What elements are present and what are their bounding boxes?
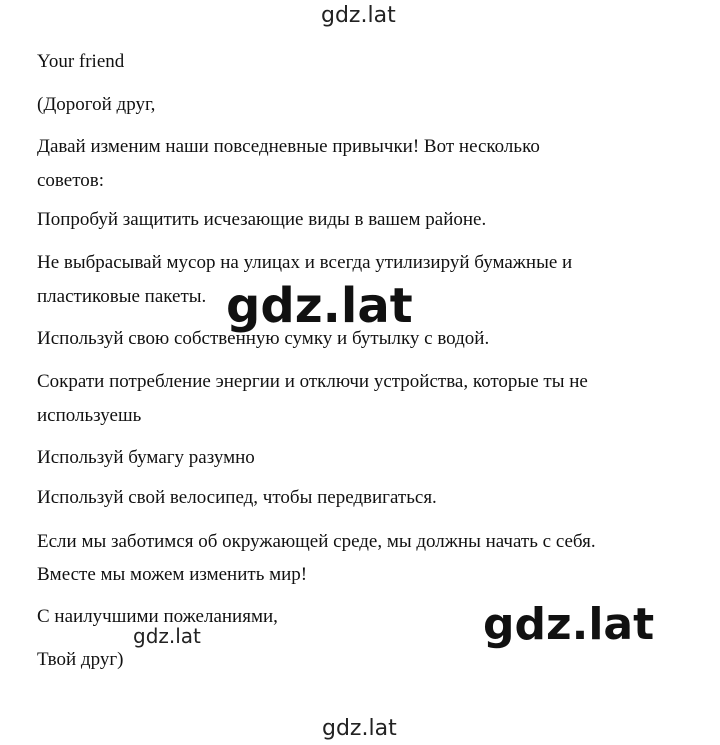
letter-line-4: Попробуй защитить исчезающие виды в вашем районе. (37, 209, 487, 230)
letter-line-1: (Дорогой друг, (37, 94, 156, 115)
watermark-right: gdz.lat (483, 599, 655, 650)
letter-line-15: Твой друг) (37, 649, 124, 670)
letter-line-10: Используй бумагу разумно (37, 447, 255, 468)
letter-line-3: советов: (37, 170, 105, 191)
letter-line-13: Вместе мы можем изменить мир! (37, 564, 308, 585)
letter-line-12: Если мы заботимся об окружающей среде, мы должны начать с себя. (37, 531, 596, 552)
letter-line-11: Используй свой велосипед, чтобы передвигаться. (37, 487, 437, 508)
watermark-bottom: gdz.lat (322, 716, 397, 741)
letter-line-5: Не выбрасывай мусор на улицах и всегда утилизируй бумажные и (37, 252, 573, 273)
letter-line-6: пластиковые пакеты. (37, 286, 207, 307)
watermark-middle: gdz.lat (226, 278, 413, 334)
letter-line-9: используешь (37, 405, 142, 426)
letter-line-14: С наилучшими пожеланиями, (37, 606, 278, 627)
letter-line-7: Используй свою собственную сумку и бутылку с водой. (37, 328, 490, 349)
letter-line-2: Давай изменим наши повседневные привычки! Вот несколько (37, 136, 540, 157)
watermark-top: gdz.lat (321, 3, 396, 28)
letter-line-0: Your friend (37, 51, 125, 72)
watermark-small: gdz.lat (133, 624, 201, 648)
letter-line-8: Сократи потребление энергии и отключи устройства, которые ты не (37, 371, 588, 392)
